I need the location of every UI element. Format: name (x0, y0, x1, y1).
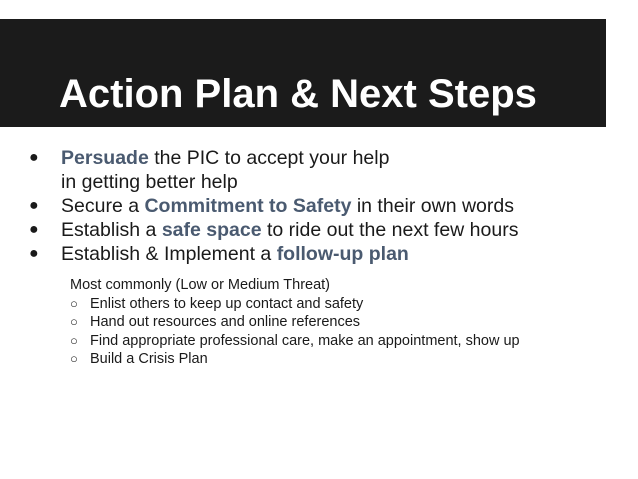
sub-item (70, 332, 520, 351)
bullet-dot-icon: ● (29, 221, 39, 238)
bullet-highlight: Persuade (61, 147, 149, 169)
circle-bullet-icon: ○ (70, 295, 78, 311)
sub-section (70, 276, 520, 369)
sub-heading: Most commonly (Low or Medium Threat) (70, 277, 331, 293)
bullet-safe-space (29, 218, 518, 242)
bullet-text: Secure a (61, 195, 145, 217)
bullet-text: to ride out the next few hours (261, 219, 519, 241)
circle-bullet-icon: ○ (70, 332, 78, 348)
sub-item-text: Find appropriate professional care, make an appointment, show up (90, 332, 520, 349)
sub-bullet-list (70, 295, 520, 369)
sub-item-text: Hand out resources and online references (90, 314, 361, 330)
bullet-text: Establish a (61, 219, 162, 241)
bullet-highlight: safe space (161, 219, 262, 241)
bullet-highlight: follow-up plan (276, 243, 409, 265)
sub-item-text: Build a Crisis Plan (90, 351, 208, 367)
sub-item (70, 295, 520, 314)
bullet-dot-icon: ● (29, 197, 39, 214)
bullet-text: Establish & Implement a (61, 243, 277, 265)
circle-bullet-icon: ○ (70, 351, 78, 366)
slide-title: Action Plan & Next Steps (59, 72, 537, 116)
bullet-commitment (29, 194, 518, 218)
bullet-persuade (29, 146, 518, 194)
sub-item (70, 350, 520, 369)
sub-item (70, 313, 520, 332)
bullet-continuation: in getting better help (61, 171, 238, 193)
main-bullet-list (29, 146, 518, 266)
bullet-dot-icon: ● (29, 149, 39, 166)
bullet-text: the PIC to accept your help (148, 147, 390, 169)
bullet-text: in their own words (351, 195, 514, 217)
bullet-highlight: Commitment to Safety (144, 195, 352, 217)
bullet-follow-up (29, 242, 518, 266)
bullet-dot-icon: ● (29, 245, 39, 262)
sub-item-text: Enlist others to keep up contact and safety (90, 295, 364, 312)
circle-bullet-icon: ○ (70, 314, 78, 329)
